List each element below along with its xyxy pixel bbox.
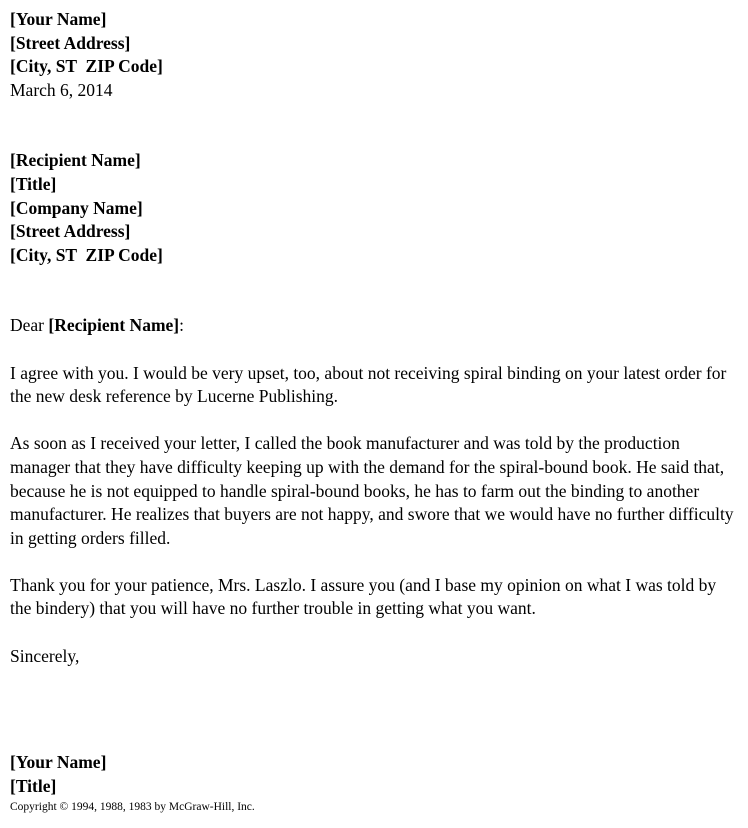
signature-title-line: [Title] [10,775,57,796]
body-paragraph: I agree with you. I would be very upset, too, about not receiving spiral binding on your latest order for the new desk reference by Lucerne Publishing. [10,362,727,407]
spacer-before-paragraph-1 [10,338,740,362]
sender-name-line: [Your Name] [10,9,107,29]
recipient-company-line: [Company Name] [10,197,143,218]
recipient-street-line: [Street Address] [10,221,131,242]
spacer-before-recipient [10,102,740,149]
spacer-before-paragraph-3 [10,550,740,574]
sender-city-state-zip-line: [City, ST ZIP Code] [10,56,163,77]
spacer-before-closing [10,621,740,645]
sender-street-line: [Street Address] [10,32,131,53]
spacer-before-salutation [10,267,740,314]
salutation [10,314,740,338]
signature-name-line: [Your Name] [10,752,107,773]
copyright-footer: Copyright © 1994, 1988, 1983 by McGraw-Hill, Inc. [10,801,255,813]
closing-valediction: Sincerely, [10,645,80,666]
recipient-city-state-zip-line: [City, ST ZIP Code] [10,244,163,265]
salutation-punctuation: : [179,315,184,336]
salutation-greeting: Dear [10,315,49,336]
body-paragraph: As soon as I received your letter, I called the book manufacturer and was told by the production manager that they have difficulty keeping up with the demand for the spiral-bound book. He said that, because he is not equipped to handle spiral-bound books, he has to farm out the binding to another manufacturer. He realizes that buyers are not happy, and swore that we would have no further difficulty in getting orders filled. [10,433,734,548]
letter-content [10,8,740,798]
salutation-recipient-name: [Recipient Name] [48,315,180,336]
recipient-title-line: [Title] [10,173,57,194]
sender-address-block [10,8,740,102]
signature-block [10,751,740,798]
letter-date: March 6, 2014 [10,79,113,100]
body-paragraph: Thank you for your patience, Mrs. Laszlo. I assure you (and I base my opinion on what I was told by the bindery) that you will have no further trouble in getting what you want. [10,574,717,619]
recipient-address-block [10,149,740,267]
spacer-before-paragraph-2 [10,409,740,433]
recipient-name-line: [Recipient Name] [10,150,141,171]
signature-space [10,668,740,751]
